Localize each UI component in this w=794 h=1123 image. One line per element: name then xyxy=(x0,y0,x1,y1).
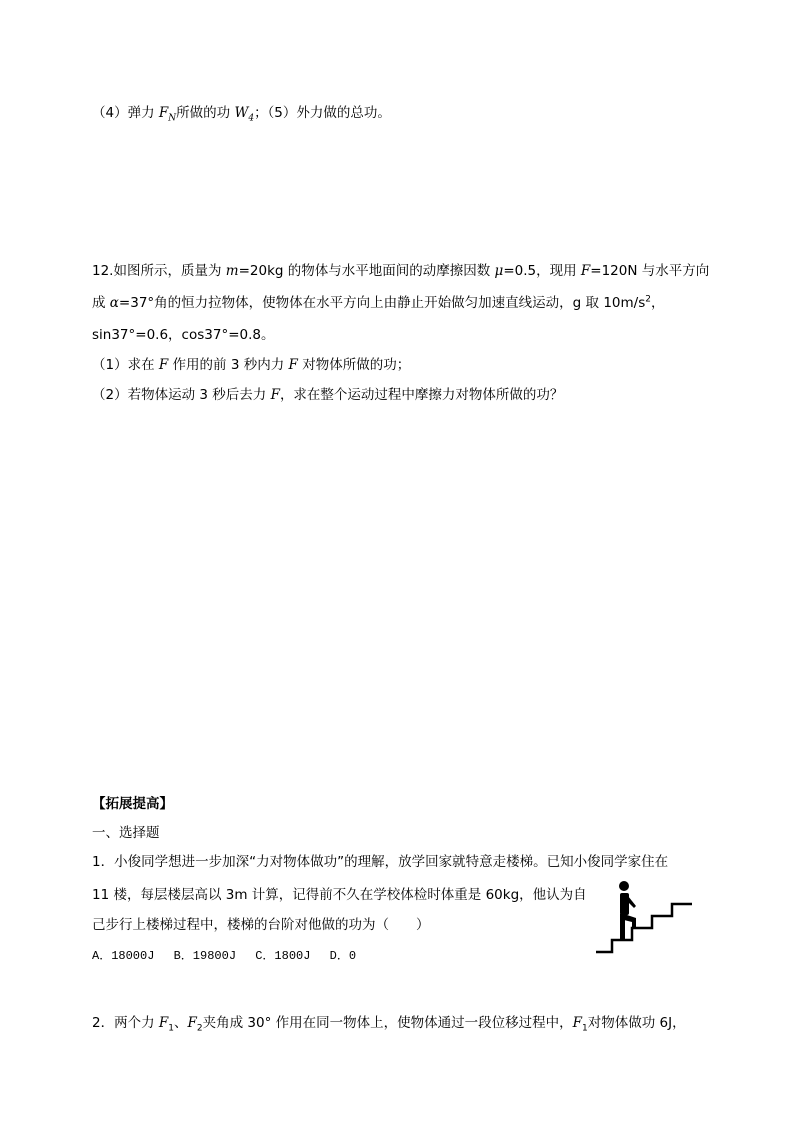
symbol-alpha: α xyxy=(109,295,119,311)
ext-q1-line-1 xyxy=(92,850,668,870)
q12-subquestion-2 xyxy=(92,383,563,403)
symbol-mu: μ xyxy=(494,263,504,279)
text: sin37°=0.6，cos37°=0.8。 xyxy=(92,327,275,343)
symbol-W: W xyxy=(234,105,249,121)
section-subheading xyxy=(92,821,160,841)
text: ， xyxy=(650,295,665,311)
q12-line-3 xyxy=(92,323,274,343)
text: （1）求在 xyxy=(92,357,159,373)
text: 夹角成 30° 作用在同一物体上，使物体通过一段位移过程中， xyxy=(202,1015,573,1031)
symbol-F: F xyxy=(288,357,298,373)
text: 2．两个力 xyxy=(92,1015,159,1031)
text: 1．小俊同学想进一步加深“力对物体做功”的理解，放学回家就特意走楼梯。已知小俊同学家住在 xyxy=(92,854,669,870)
text: =37°角的恒力拉物体，使物体在水平方向上由静止开始做匀加速直线运动，g 取 10m/s xyxy=(118,295,646,311)
text: =0.5，现用 xyxy=(503,263,581,279)
text: ，求在整个运动过程中摩擦力对物体所做的功？ xyxy=(279,387,564,403)
q12-subquestion-1 xyxy=(92,353,410,373)
text: =20kg 的物体与水平地面间的动摩擦因数 xyxy=(238,263,495,279)
section-heading xyxy=(92,792,173,812)
text: 11 楼，每层楼层高以 3m 计算，记得前不久在学校体检时体重是 60kg，他认为自 xyxy=(92,887,587,903)
ext-q1-options xyxy=(92,946,356,963)
person-climbing-stairs-icon xyxy=(594,876,694,956)
q11-part4-5 xyxy=(92,101,391,124)
symbol-F: F xyxy=(158,1015,169,1031)
text: ；（5）外力做的总功。 xyxy=(254,105,391,121)
q12-line-2 xyxy=(92,291,664,311)
subscript-1: 1 xyxy=(168,1023,174,1034)
subscript-4: 4 xyxy=(248,113,255,124)
symbol-m: m xyxy=(225,263,239,279)
text: 、 xyxy=(174,1015,188,1031)
text: 对物体所做的功； xyxy=(297,357,411,373)
ext-q1-line-3 xyxy=(92,913,430,933)
q12-line-1 xyxy=(92,259,709,279)
subscript-1: 1 xyxy=(582,1023,588,1034)
symbol-F: F xyxy=(158,105,169,121)
subscript-N: N xyxy=(168,113,177,124)
text: 对物体做功 6J， xyxy=(587,1015,686,1031)
text: 己步行上楼梯过程中，楼梯的台阶对他做的功为（ ） xyxy=(92,917,430,933)
text: 一、选择题 xyxy=(92,825,160,841)
ext-q1-line-2 xyxy=(92,883,587,903)
text: =120N 与水平方向 xyxy=(590,263,710,279)
answer-options: A．18000J B．19800J C．1800J D．0 xyxy=(92,949,357,963)
text: 【拓展提高】 xyxy=(92,796,173,812)
symbol-F: F xyxy=(572,1015,582,1031)
text: 成 xyxy=(92,295,110,311)
subscript-2: 2 xyxy=(196,1023,203,1034)
text: （4）弹力 xyxy=(92,105,159,121)
text: 作用的前 3 秒内力 xyxy=(168,357,289,373)
symbol-F: F xyxy=(187,1015,197,1031)
symbol-F: F xyxy=(158,357,169,373)
symbol-F: F xyxy=(580,263,591,279)
text: （2）若物体运动 3 秒后去力 xyxy=(92,387,271,403)
text: 所做的功 xyxy=(176,105,235,121)
ext-q2-line-1 xyxy=(92,1011,686,1034)
text: 12.如图所示，质量为 xyxy=(92,263,226,279)
symbol-F: F xyxy=(270,387,280,403)
superscript-2: 2 xyxy=(645,294,651,305)
